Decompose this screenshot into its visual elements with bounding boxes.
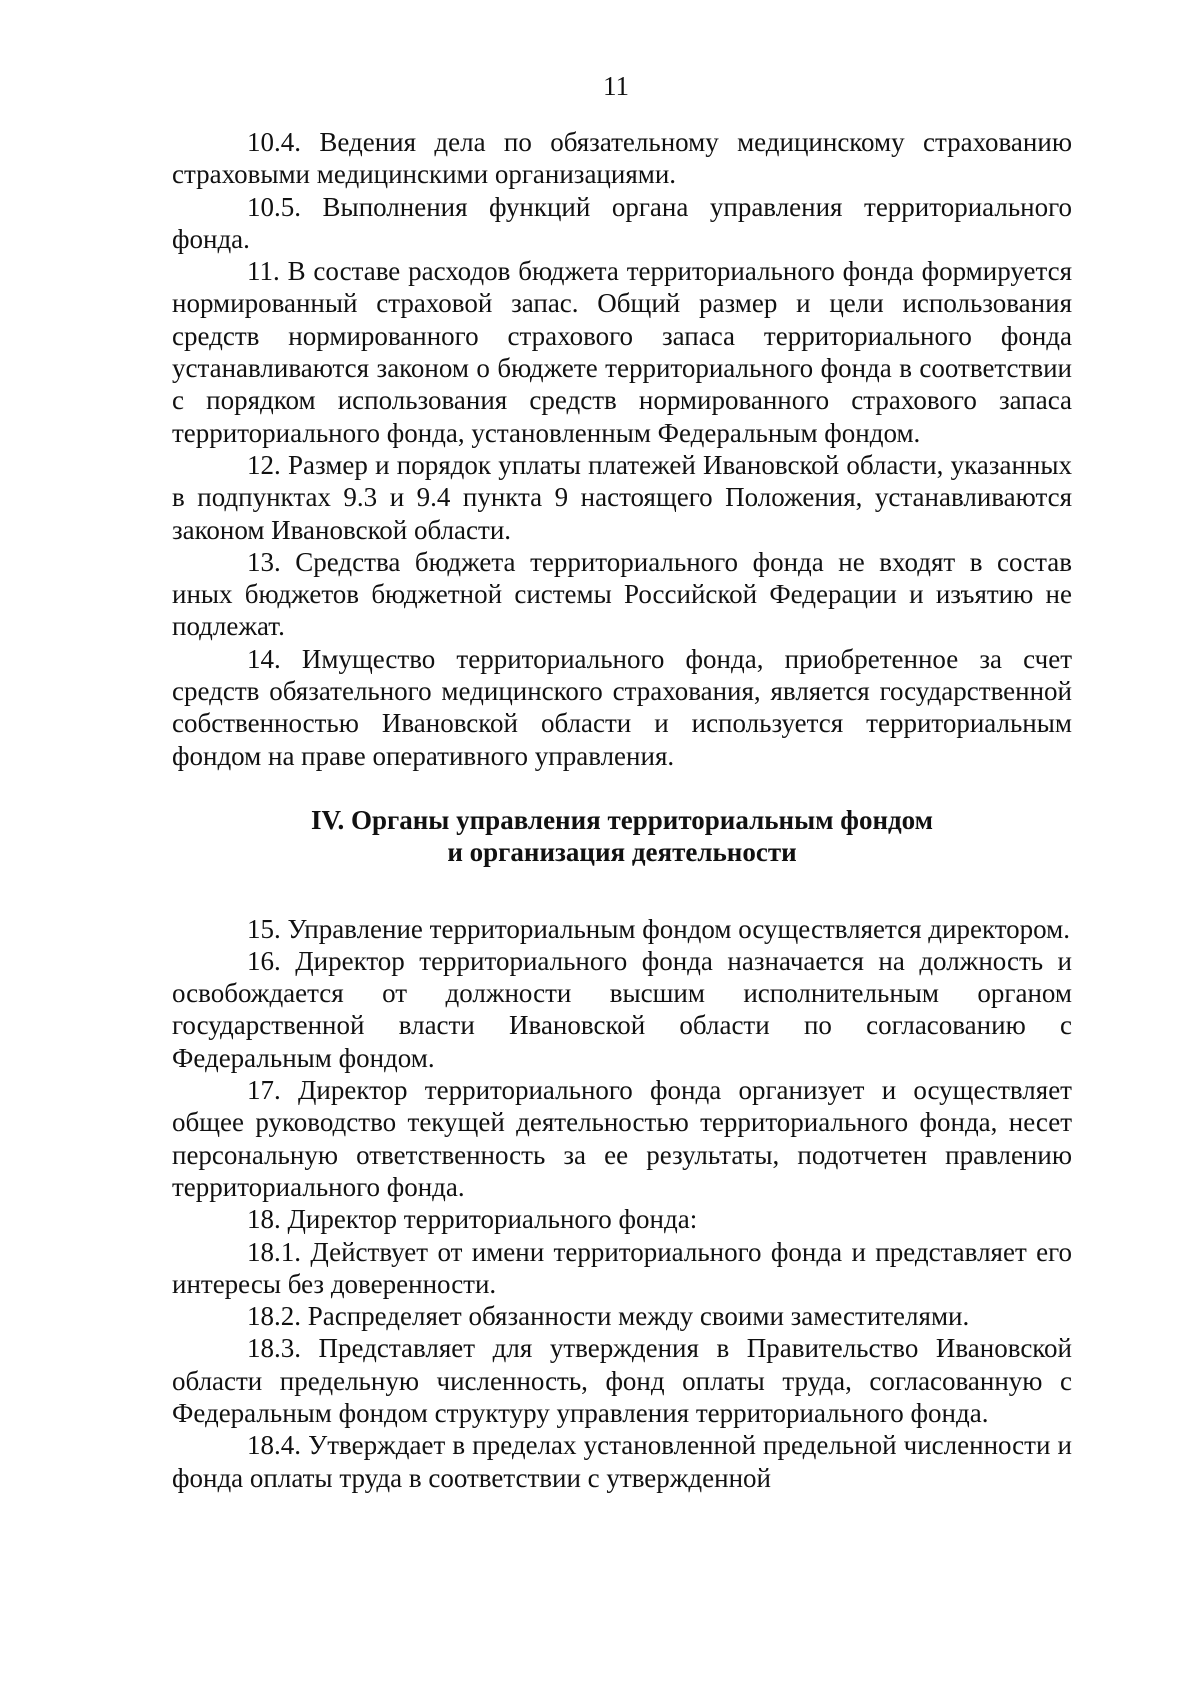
paragraph-17: 17. Директор территориального фонда организует и осуществляет общее руководство текущей деятельностью территориального фонда, несет персональную ответственность за ее результаты, подотчетен правлению территориального фонда. (172, 1075, 1072, 1202)
paragraph-15: 15. Управление территориальным фондом осуществляется директором. (247, 913, 1070, 944)
section-heading (172, 804, 1072, 869)
paragraph-13: 13. Средства бюджета территориального фонда не входят в состав иных бюджетов бюджетной системы Российской Федерации и изъятию не подлежат. (172, 546, 1072, 642)
paragraph-18-3: 18.3. Представляет для утверждения в Правительство Ивановской области предельную численность, фонд оплаты труда, согласованную с Федеральным фондом структуру управления территориального фонда. (172, 1333, 1072, 1428)
paragraph-18-4: 18.4. Утверждает в пределах установленной предельной численности и фонда оплаты труда в соответствии с утвержденной (172, 1430, 1072, 1493)
paragraph-18-2: 18.2. Распределяет обязанности между своими заместителями. (247, 1301, 970, 1332)
paragraph-10-5: 10.5. Выполнения функций органа управления территориального фонда. (172, 191, 1072, 254)
section-heading-line-1: IV. Органы управления территориальным фондом (310, 804, 934, 835)
paragraph-12: 12. Размер и порядок уплаты платежей Ивановской области, указанных в подпунктах 9.3 и 9.4 пункта 9 настоящего Положения, устанавливаются законом Ивановской области. (172, 449, 1072, 545)
page-number: 11 (603, 71, 629, 101)
paragraph-10-4: 10.4. Ведения дела по обязательному медицинскому страхованию страховыми медицинскими организациями. (172, 127, 1072, 190)
paragraph-14: 14. Имущество территориального фонда, приобретенное за счет средств обязательного медицинского страхования, является государственной собственностью Ивановской области и используется территориальным фондом на праве оперативного управления. (172, 643, 1072, 771)
paragraph-16: 16. Директор территориального фонда назначается на должность и освобождается от должности высшим исполнительным органом государственной власти Ивановской области по согласованию с Федеральным фондом. (172, 945, 1072, 1073)
section-heading-line-2: и организация деятельности (447, 837, 797, 868)
paragraph-18: 18. Директор территориального фонда: (247, 1204, 698, 1235)
paragraph-11: 11. В составе расходов бюджета территориального фонда формируется нормированный страховой запас. Общий размер и цели использования средств нормированного страхового запаса территориального фонда устанавливаются законом о бюджете территориального фонда в соответствии с порядком использования средств нормированного страхового запаса территориального фонда, установленным Федеральным фондом. (172, 256, 1072, 448)
document-body (172, 126, 1072, 1494)
paragraph-18-1: 18.1. Действует от имени территориального фонда и представляет его интересы без доверенности. (172, 1236, 1072, 1299)
